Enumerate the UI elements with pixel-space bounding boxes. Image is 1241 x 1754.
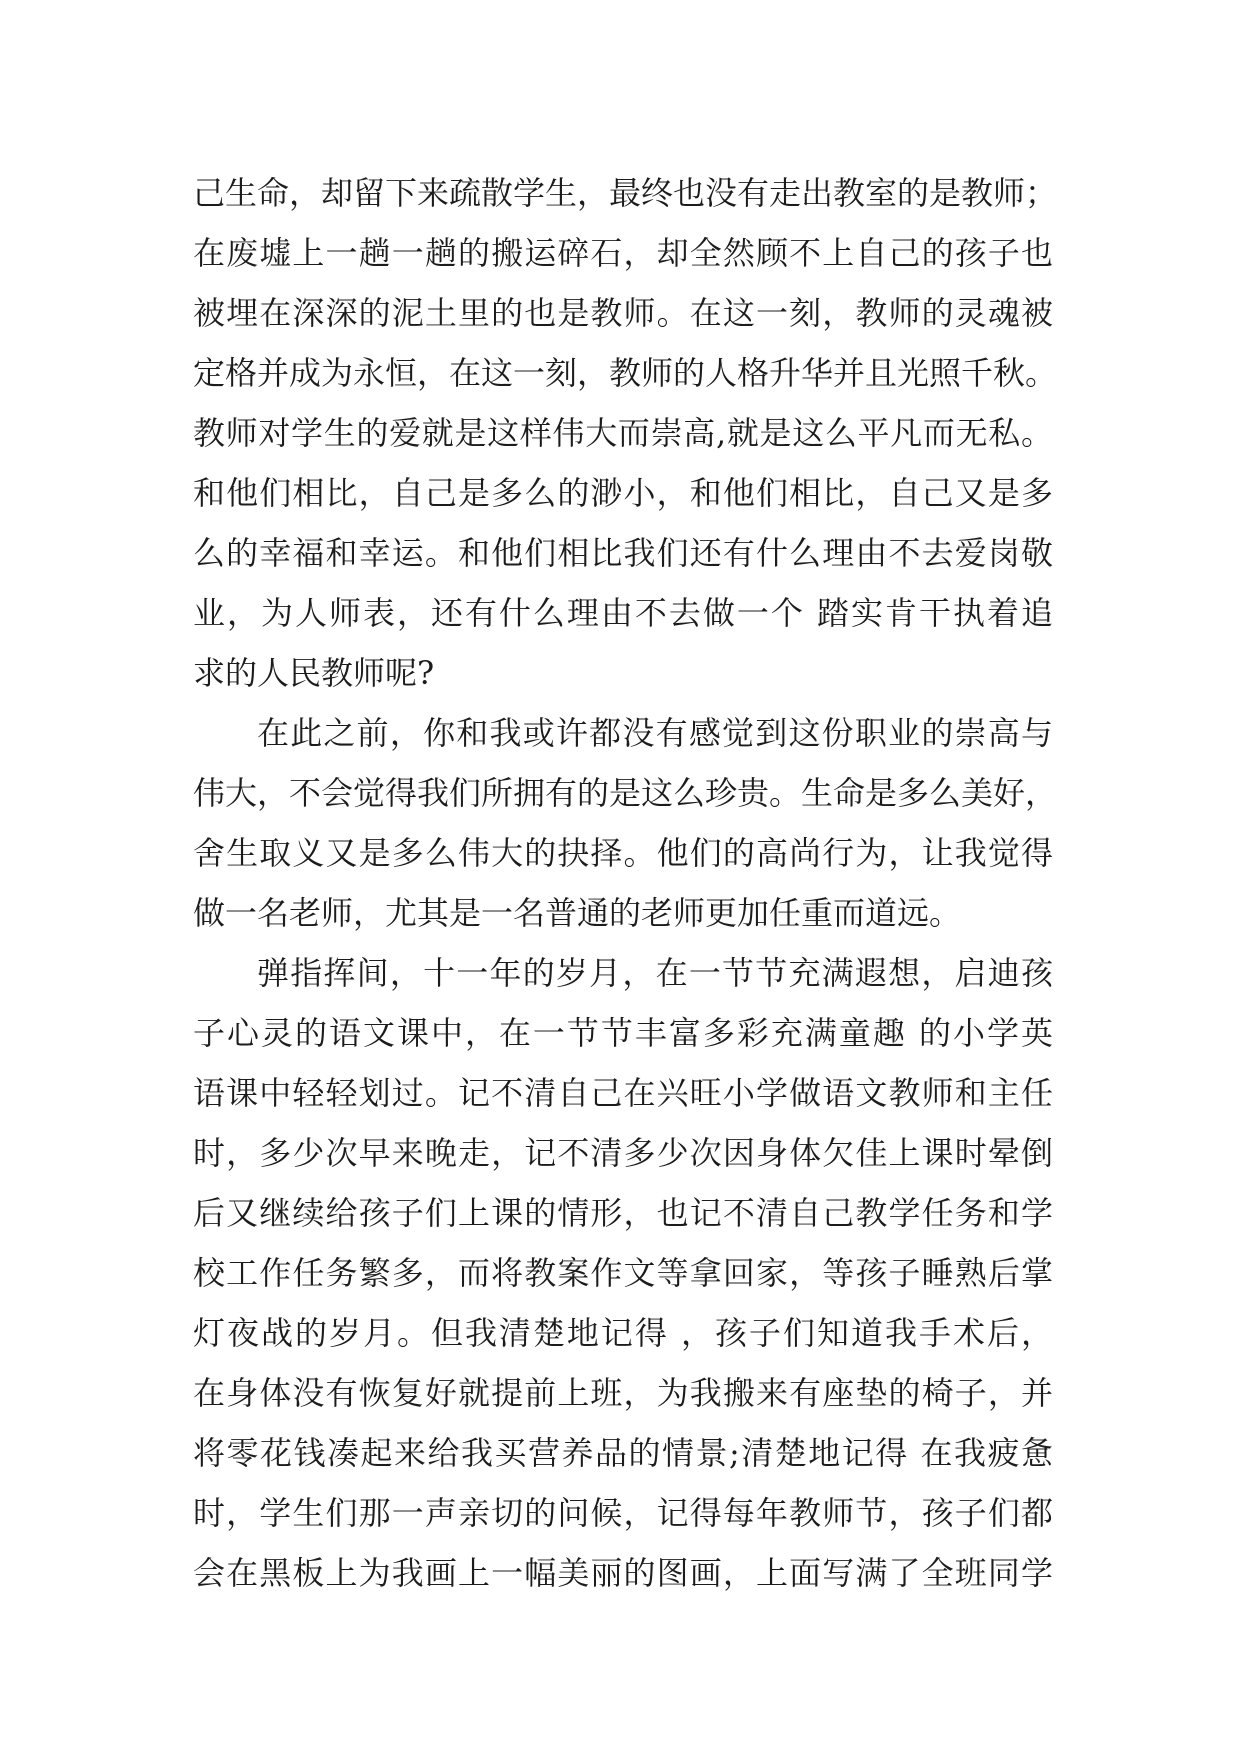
text-line: 将零花钱凑起来给我买营养品的情景;清楚地记得 在我疲惫: [193, 1434, 1053, 1472]
text-line: 做一名老师，尤其是一名普通的老师更加任重而道远。: [193, 894, 962, 932]
text-line: 业，为人师表，还有什么理由不去做一个 踏实肯干执着追: [193, 594, 1053, 632]
text-line: 被埋在深深的泥土里的也是教师。在这一刻，教师的灵魂被: [193, 294, 1053, 332]
text-line: 伟大，不会觉得我们所拥有的是这么珍贵。生命是多么美好，: [193, 774, 1058, 812]
text-line: 求的人民教师呢?: [193, 654, 435, 692]
text-line: 时，学生们那一声亲切的问候，记得每年教师节，孩子们都: [193, 1494, 1053, 1532]
text-line: 和他们相比，自己是多么的渺小，和他们相比，自己又是多: [193, 474, 1053, 512]
text-line: 会在黑板上为我画上一幅美丽的图画，上面写满了全班同学: [193, 1554, 1053, 1592]
text-line: 子心灵的语文课中，在一节节丰富多彩充满童趣 的小学英: [193, 1014, 1053, 1052]
text-line: 定格并成为永恒，在这一刻，教师的人格升华并且光照千秋。: [193, 354, 1058, 392]
text-line: 时，多少次早来晚走，记不清多少次因身体欠佳上课时晕倒: [193, 1134, 1053, 1172]
text-line: 教师对学生的爱就是这样伟大而崇高,就是这么平凡而无私。: [193, 414, 1053, 452]
text-line: 灯夜战的岁月。但我清楚地记得 ，孩子们知道我手术后，: [193, 1314, 1053, 1352]
text-line: 语课中轻轻划过。记不清自己在兴旺小学做语文教师和主任: [193, 1074, 1053, 1112]
text-line: 后又继续给孩子们上课的情形，也记不清自己教学任务和学: [193, 1194, 1053, 1232]
text-line: 舍生取义又是多么伟大的抉择。他们的高尚行为，让我觉得: [193, 834, 1053, 872]
text-line: 校工作任务繁多，而将教案作文等拿回家，等孩子睡熟后掌: [193, 1254, 1053, 1292]
text-line: 在身体没有恢复好就提前上班，为我搬来有座垫的椅子，并: [193, 1374, 1053, 1412]
text-line: 在废墟上一趟一趟的搬运碎石，却全然顾不上自己的孩子也: [193, 234, 1053, 272]
paragraph-start-line: 在此之前，你和我或许都没有感觉到这份职业的崇高与: [257, 714, 1053, 752]
body-text: [193, 163, 1058, 1603]
text-line: 么的幸福和幸运。和他们相比我们还有什么理由不去爱岗敬: [193, 534, 1053, 572]
paragraph-start-line: 弹指挥间，十一年的岁月，在一节节充满遐想，启迪孩: [257, 954, 1053, 992]
text-line: 己生命，却留下来疏散学生，最终也没有走出教室的是教师；: [193, 174, 1058, 212]
